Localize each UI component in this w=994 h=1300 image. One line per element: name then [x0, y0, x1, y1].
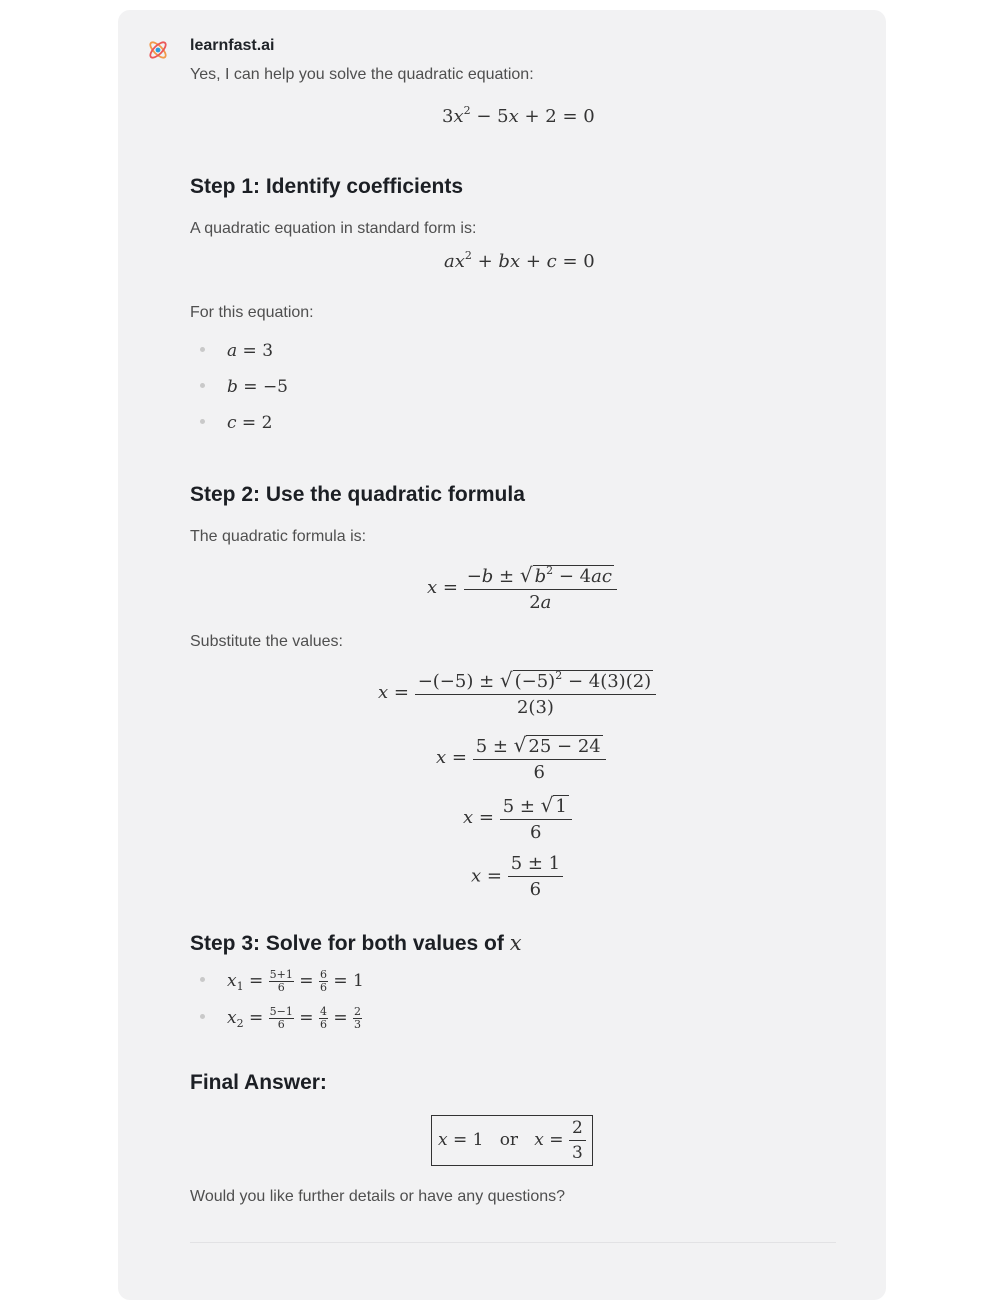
list-item: $x_2$ = $\frac{5-1}{6}$ = $\frac{4}{6}$ = $\frac{2}{3}$	[200, 1006, 362, 1031]
step2-heading: Step 2: Use the quadratic formula	[190, 483, 525, 506]
main-equation: $3x^2 - 5x + 2 = 0$	[442, 104, 595, 127]
final-answer-box: x = 1 or x = $\frac{2}{3}$	[431, 1115, 593, 1166]
list-item: c = 2	[200, 413, 272, 433]
brand-name: learnfast.ai	[190, 37, 275, 54]
chat-message-card	[118, 10, 886, 1300]
divider	[190, 1242, 836, 1243]
simplified-equation-3: x = $\frac{5 \pm 1}{6}$	[471, 853, 563, 900]
final-heading: Final Answer:	[190, 1071, 327, 1094]
simplified-equation-1: x = $\frac{5 \pm √ 25 - 24}{6}$	[436, 733, 606, 783]
closing-text: Would you like further details or have any questions?	[190, 1188, 566, 1205]
quadratic-formula: x = $\frac{-b \pm √ b^2 - 4ac}{2a}$	[427, 563, 617, 613]
list-item: a = 3	[200, 341, 273, 361]
step1-text: A quadratic equation in standard form is:	[190, 220, 477, 237]
step1-text2: For this equation:	[190, 304, 314, 321]
step1-heading: Step 1: Identify coefficients	[190, 175, 464, 198]
intro-text: Yes, I can help you solve the quadratic equation:	[190, 66, 534, 83]
list-item: b = −5	[200, 377, 288, 397]
list-item: $x_1$ = $\frac{5+1}{6}$ = $\frac{6}{6}$ = 1	[200, 969, 364, 994]
simplified-equation-2: x = $\frac{5 \pm √ 1}{6}$	[463, 793, 572, 843]
step2-text2: Substitute the values:	[190, 633, 343, 650]
step3-heading: Step 3: Solve for both values of x	[190, 931, 522, 955]
step2-text: The quadratic formula is:	[190, 528, 367, 545]
standard-form-equation: $ax^2$ + bx + c = 0	[444, 249, 595, 272]
substitution-equation: x = $\frac{-(-5) \pm √ (-5)^2 - 4(3)(2)}{2(3)}$	[378, 668, 656, 718]
atom-icon	[146, 38, 170, 62]
